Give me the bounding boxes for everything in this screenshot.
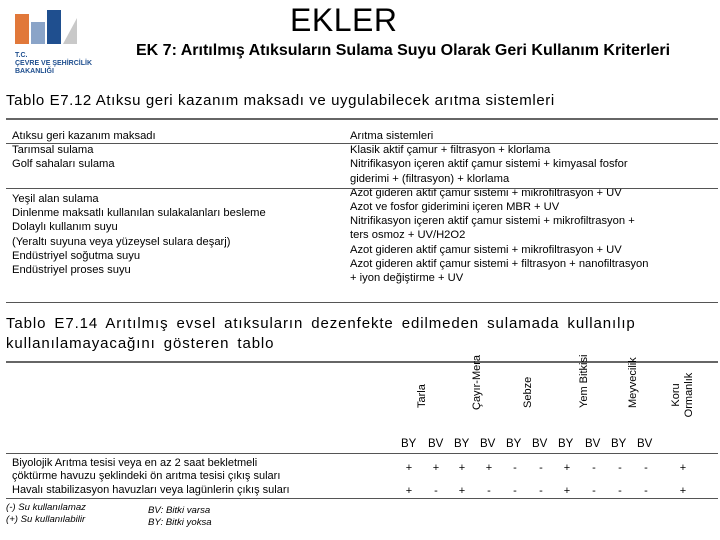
logo-org-name: T.C. ÇEVRE VE ŞEHİRCİLİK BAKANLIĞI xyxy=(15,52,93,75)
table-cell: - xyxy=(513,462,517,474)
table-cell: Azot gideren aktif çamur sistemi + mikrofiltrasyon + UV xyxy=(350,186,622,199)
table-cell: - xyxy=(487,485,491,497)
table-row-label: Biyolojik Arıtma tesisi veya en az 2 saat bekletmeli çöktürme havuzu şeklindeki ön arıtma tesisi çıkış suları Havalı stabilizasyon havuzları veya lagünlerin çıkış suları xyxy=(12,457,290,496)
subheader-cell: BV xyxy=(428,438,444,450)
table-cell: - xyxy=(644,462,648,474)
table-cell: Atıksu geri kazanım maksadı xyxy=(12,130,156,142)
divider xyxy=(6,143,718,144)
table-cell: Azot ve fosfor giderimini içeren MBR + UV xyxy=(350,201,560,214)
table-cell: Nitrifikasyon içeren aktif çamur sistemi + mikrofiltrasyon + xyxy=(350,215,635,228)
table-cell: - xyxy=(592,485,596,497)
table-cell: - xyxy=(644,485,648,497)
table-cell: + xyxy=(458,485,466,497)
column-header-sebze: Sebze xyxy=(522,376,534,408)
table-cell: Klasik aktif çamur + filtrasyon + klorlama xyxy=(350,144,551,157)
table-cell: Arıtma sistemleri xyxy=(350,130,434,142)
table-cell: giderimi + (filtrasyon) + klorlama xyxy=(350,172,510,185)
table-cell: Tarımsal sulama xyxy=(12,144,94,157)
subheader-cell: BV xyxy=(532,438,548,450)
table-cell: - xyxy=(513,485,517,497)
table1-left-column-2 xyxy=(12,192,266,277)
table-cell: Nitrifikasyon içeren aktif çamur sistemi + kimyasal fosfor xyxy=(350,158,628,171)
column-header-yem-bitkisi: Yem Bitkisi xyxy=(578,354,590,408)
table-cell: Azot gideren aktif çamur sistemi + mikrofiltrasyon + UV xyxy=(350,243,622,256)
column-header-cayir-mera: Çayır-Mera xyxy=(471,354,483,410)
table-cell: + xyxy=(485,462,493,474)
table-cell: Yeşil alan sulama xyxy=(12,193,99,205)
table2-title: Tablo E7.14 Arıtılmış evsel atıksuların dezenfekte edilmeden sulamada kullanılıp kullanılamayacağını gösteren tablo xyxy=(6,315,636,352)
table1-title: Tablo E7.12 Atıksu geri kazanım maksadı ve uygulabilecek arıtma sistemleri xyxy=(6,92,555,109)
table-cell: Azot gideren aktif çamur sistemi + filtrasyon + nanofiltrasyon xyxy=(350,257,649,270)
table-cell: + xyxy=(432,462,440,474)
table1-right-column xyxy=(350,129,648,285)
subheader-cell: BV xyxy=(480,438,496,450)
divider xyxy=(6,361,718,363)
divider xyxy=(6,302,718,303)
table-cell: + xyxy=(563,485,571,497)
table-cell: + xyxy=(405,485,413,497)
column-header-tarla: Tarla xyxy=(416,384,428,408)
table-cell: Dinlenme maksatlı kullanılan sulakalanları besleme xyxy=(12,207,266,220)
subheader-cell: BV xyxy=(585,438,601,450)
table-cell: - xyxy=(618,462,622,474)
table-cell: + xyxy=(679,462,687,474)
subheader-cell: BY xyxy=(401,438,417,450)
page-subtitle: EK 7: Arıtılmış Atıksuların Sulama Suyu Olarak Geri Kullanım Kriterleri xyxy=(136,42,671,59)
divider xyxy=(6,118,718,120)
table-cell: (Yeraltı suyuna veya yüzeysel sulara deşarj) xyxy=(12,235,231,248)
table-cell: ters osmoz + UV/H2O2 xyxy=(350,229,466,242)
table-cell: + xyxy=(563,462,571,474)
ministry-logo xyxy=(3,8,127,80)
table-cell: + xyxy=(679,485,687,497)
table-cell: + xyxy=(405,462,413,474)
table-cell: Golf sahaları sulama xyxy=(12,158,115,171)
subheader-cell: BY xyxy=(454,438,470,450)
table-cell: - xyxy=(539,485,543,497)
table-cell: - xyxy=(592,462,596,474)
table-cell: Dolaylı kullanım suyu xyxy=(12,221,118,234)
divider xyxy=(6,188,718,189)
page-title: EKLER xyxy=(290,2,398,38)
table-cell: - xyxy=(618,485,622,497)
table1-left-column xyxy=(12,129,156,172)
table-cell: - xyxy=(434,485,438,497)
subheader-cell: BY xyxy=(506,438,522,450)
legend-left: (-) Su kullanılamaz (+) Su kullanılabilir xyxy=(6,502,86,525)
table-cell: + iyon değiştirme + UV xyxy=(350,272,464,285)
subheader-cell: BV xyxy=(637,438,653,450)
table-cell: Endüstriyel soğutma suyu xyxy=(12,249,141,262)
divider xyxy=(6,453,718,454)
column-header-meyvecilik: Meyvecilik xyxy=(627,357,639,408)
divider xyxy=(6,498,718,499)
table-cell: - xyxy=(539,462,543,474)
subheader-cell: BY xyxy=(558,438,574,450)
table-cell: Endüstriyel proses suyu xyxy=(12,264,131,277)
subheader-cell: BY xyxy=(611,438,627,450)
table-cell: + xyxy=(458,462,466,474)
column-header-koru-ormanlik: Koru Ormanlık xyxy=(670,372,695,418)
legend-right: BV: Bitki varsa BY: Bitki yoksa xyxy=(148,505,212,528)
